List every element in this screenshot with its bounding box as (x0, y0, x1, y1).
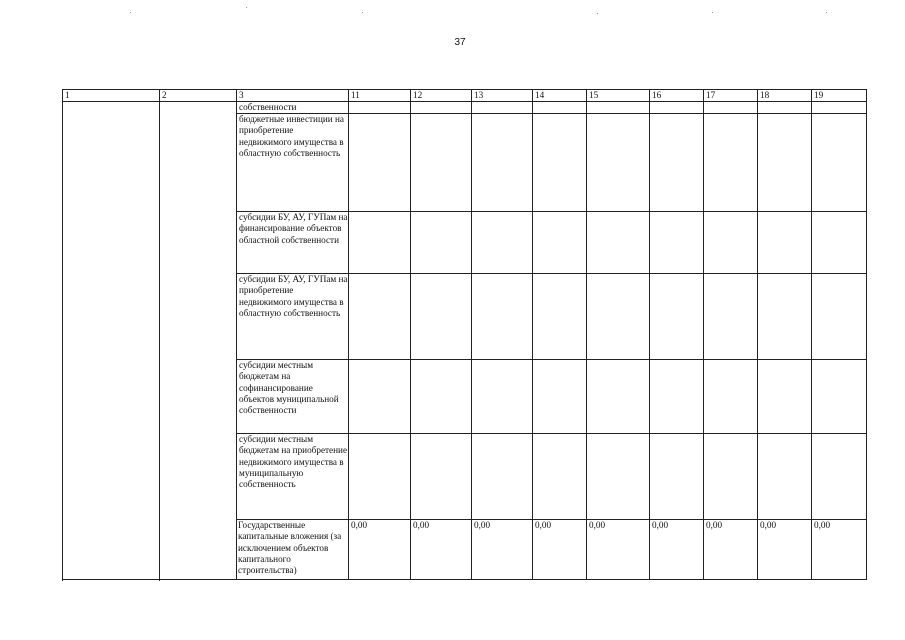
value-cell (472, 360, 533, 434)
value-cell (704, 360, 758, 434)
value-cell (533, 212, 587, 274)
header-cell: 3 (237, 90, 349, 102)
value-cell (704, 434, 758, 520)
value-cell (472, 102, 533, 114)
row-label: субсидии БУ, АУ, ГУПам на приобретение недвижимого имущества в областную собственность (237, 274, 349, 360)
row-label: субсидии местным бюджетам на софинансирование объектов муниципальной собственности (237, 360, 349, 434)
value-cell (349, 274, 411, 360)
header-cell: 16 (650, 90, 704, 102)
value-cell (758, 434, 812, 520)
value-cell (704, 114, 758, 212)
table-header-row (63, 90, 867, 102)
row-label: субсидии местным бюджетам на приобретение недвижимого имущества в муниципальную собственность (237, 434, 349, 520)
value-cell (411, 274, 472, 360)
value-cell (349, 114, 411, 212)
value-cell (533, 102, 587, 114)
value-cell (587, 114, 650, 212)
value-cell: 0,00 (472, 520, 533, 580)
value-cell (812, 434, 867, 520)
value-cell (472, 212, 533, 274)
col2-merged-cell (160, 102, 237, 580)
page-number: 37 (454, 37, 466, 48)
value-cell (812, 360, 867, 434)
value-cell (349, 360, 411, 434)
value-cell (533, 360, 587, 434)
row-label: собственности (237, 102, 349, 114)
value-cell (650, 434, 704, 520)
value-cell (704, 274, 758, 360)
value-cell (411, 434, 472, 520)
header-cell: 15 (587, 90, 650, 102)
budget-table (62, 89, 867, 580)
header-cell: 17 (704, 90, 758, 102)
value-cell (533, 114, 587, 212)
value-cell: 0,00 (349, 520, 411, 580)
value-cell (758, 102, 812, 114)
value-cell (587, 274, 650, 360)
value-cell: 0,00 (411, 520, 472, 580)
header-cell: 2 (160, 90, 237, 102)
value-cell (704, 102, 758, 114)
value-cell (411, 102, 472, 114)
value-cell (758, 274, 812, 360)
value-cell (758, 114, 812, 212)
row-label: бюджетные инвестиции на приобретение недвижимого имущества в областную собственность (237, 114, 349, 212)
value-cell: 0,00 (650, 520, 704, 580)
value-cell: 0,00 (812, 520, 867, 580)
table-row (63, 102, 867, 114)
header-cell: 13 (472, 90, 533, 102)
row-label: субсидии БУ, АУ, ГУПам на финансирование объектов областной собственности (237, 212, 349, 274)
value-cell (411, 360, 472, 434)
value-cell (587, 102, 650, 114)
header-cell: 18 (758, 90, 812, 102)
value-cell: 0,00 (533, 520, 587, 580)
value-cell (349, 434, 411, 520)
value-cell (650, 360, 704, 434)
value-cell (758, 360, 812, 434)
value-cell (472, 274, 533, 360)
value-cell (812, 102, 867, 114)
value-cell (587, 360, 650, 434)
header-cell: 19 (812, 90, 867, 102)
header-cell: 14 (533, 90, 587, 102)
value-cell (587, 212, 650, 274)
row-label: Государственные капитальные вложения (за исключением объектов капитального строительства) (237, 520, 349, 580)
col1-merged-cell (63, 102, 160, 580)
value-cell (349, 102, 411, 114)
value-cell (472, 114, 533, 212)
value-cell (650, 114, 704, 212)
header-cell: 11 (349, 90, 411, 102)
value-cell: 0,00 (704, 520, 758, 580)
value-cell (704, 212, 758, 274)
value-cell (650, 274, 704, 360)
value-cell (758, 212, 812, 274)
value-cell (587, 434, 650, 520)
value-cell (533, 434, 587, 520)
value-cell (349, 212, 411, 274)
value-cell (533, 274, 587, 360)
value-cell: 0,00 (587, 520, 650, 580)
value-cell (812, 274, 867, 360)
value-cell (812, 212, 867, 274)
value-cell (650, 102, 704, 114)
value-cell: 0,00 (758, 520, 812, 580)
header-cell: 1 (63, 90, 160, 102)
value-cell (812, 114, 867, 212)
value-cell (411, 114, 472, 212)
header-cell: 12 (411, 90, 472, 102)
value-cell (650, 212, 704, 274)
value-cell (411, 212, 472, 274)
value-cell (472, 434, 533, 520)
